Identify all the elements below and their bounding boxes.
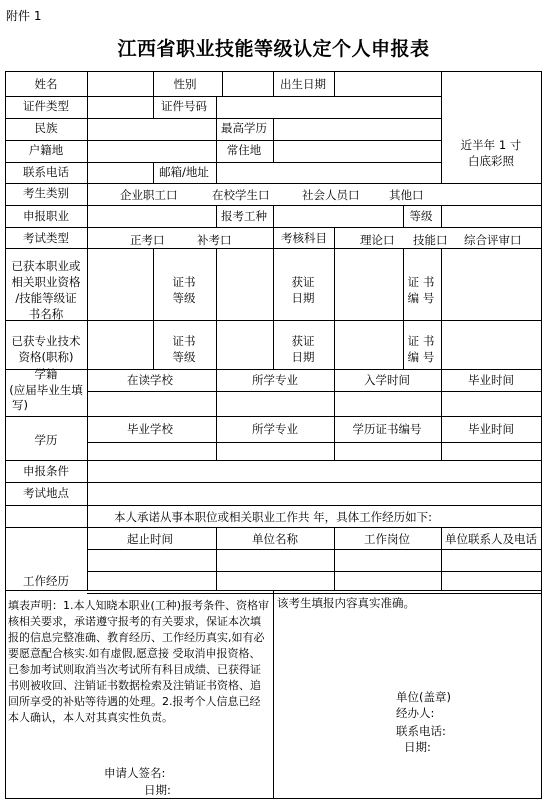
label-id-type: 证件类型	[23, 99, 69, 113]
label-qual-2: 相关职业资格	[11, 275, 81, 289]
label-qual-3: /技能等级证	[15, 291, 77, 305]
form-title: 江西省职业技能等级认定个人申报表	[117, 38, 430, 60]
label-id-no: 证件号码	[161, 99, 207, 113]
v-rule	[216, 118, 217, 163]
v-rule	[153, 96, 154, 119]
label-certno-1: 证 书	[407, 334, 435, 348]
label-unit-seal: 单位(盖章)	[396, 690, 451, 704]
v-rule	[403, 205, 404, 228]
label-exam-type: 考试类型	[23, 231, 69, 245]
label-certno-2: 编 号	[407, 350, 435, 364]
label-cert-2: 等级	[172, 350, 196, 364]
label-opt-makeup: 补考口	[197, 233, 232, 247]
v-rule	[441, 416, 442, 461]
v-rule	[216, 162, 217, 184]
v-rule	[334, 369, 335, 417]
v-rule	[441, 248, 442, 370]
label-level: 等级	[409, 209, 433, 223]
h-rule	[87, 549, 542, 550]
v-rule	[153, 248, 154, 370]
label-qual-4: 书名称	[28, 307, 64, 321]
attachment-label: 附件 1	[6, 9, 42, 23]
label-date: 日期:	[144, 783, 171, 797]
v-rule	[222, 71, 223, 97]
h-rule	[5, 118, 442, 119]
h-rule	[87, 391, 542, 392]
label-contact-phone: 联系电话:	[396, 724, 446, 738]
v-rule	[334, 248, 335, 370]
label-work-exp: 工作经历	[23, 574, 69, 588]
label-apply-cond: 申报条件	[23, 464, 69, 478]
table-right-border	[541, 71, 542, 799]
label-grad-time: 毕业时间	[468, 422, 514, 436]
v-rule	[216, 248, 217, 370]
v-rule	[441, 369, 442, 417]
v-rule	[87, 71, 88, 591]
label-major: 所学专业	[252, 422, 298, 436]
v-rule	[153, 162, 154, 184]
h-rule	[87, 571, 542, 572]
h-rule	[5, 140, 442, 141]
h-rule	[5, 505, 542, 506]
label-opt-enterprise: 企业职工口	[120, 188, 178, 202]
label-gender: 性别	[173, 77, 197, 91]
label-obtain-2: 日期	[291, 291, 315, 305]
v-rule	[441, 205, 442, 228]
h-rule	[5, 183, 542, 184]
v-rule	[334, 227, 335, 249]
label-name: 姓名	[34, 77, 58, 91]
label-status-3: 写)	[12, 398, 28, 412]
label-photo-line2: 白底彩照	[468, 154, 514, 168]
label-applicant-sign: 申请人签名:	[104, 766, 166, 780]
h-rule	[5, 460, 542, 461]
label-edu: 最高学历	[221, 121, 267, 135]
v-rule	[153, 71, 154, 97]
h-rule	[5, 162, 442, 163]
label-org-name: 单位名称	[252, 532, 298, 546]
v-rule	[216, 527, 217, 591]
label-certno-2: 编 号	[407, 291, 435, 305]
v-rule	[334, 416, 335, 461]
label-postal: 邮箱/地址	[159, 165, 209, 179]
label-ethnic: 民族	[34, 121, 58, 135]
h-rule	[87, 442, 542, 443]
label-diploma-no: 学历证书编号	[352, 422, 422, 436]
v-rule	[334, 71, 335, 97]
label-opt-comprehensive: 综合评审口	[464, 233, 522, 247]
h-rule	[5, 527, 542, 528]
label-certno-1: 证 书	[407, 275, 435, 289]
label-cert-1: 证书	[172, 275, 196, 289]
label-birth: 出生日期	[280, 77, 326, 91]
label-grad-time: 毕业时间	[468, 373, 514, 387]
label-confirm: 该考生填报内容真实准确。	[277, 596, 415, 610]
label-promise: 本人承诺从事本职位或相关职业工作共 年，具体工作经历如下:	[113, 510, 433, 524]
label-apply-job: 申报职业	[23, 209, 69, 223]
label-opt-theory: 理论口	[360, 233, 395, 247]
v-rule	[441, 527, 442, 591]
label-residence: 常住地	[226, 143, 262, 157]
label-exam-site: 考试地点	[23, 486, 69, 500]
label-exam-subject: 考核科目	[281, 231, 327, 245]
label-opt-regular: 正考口	[130, 233, 165, 247]
v-rule	[273, 227, 274, 249]
v-rule	[273, 71, 274, 97]
label-post: 工作岗位	[364, 532, 410, 546]
v-rule	[273, 205, 274, 228]
v-rule	[403, 248, 404, 370]
label-status-1: 学籍	[34, 367, 58, 381]
label-grad-school: 毕业学校	[127, 422, 173, 436]
label-qual-1: 已获本职业或	[11, 259, 81, 273]
declaration-divider	[273, 590, 274, 799]
v-rule	[216, 369, 217, 417]
h-rule	[87, 593, 542, 594]
v-rule	[273, 248, 274, 370]
label-obtain-2: 日期	[291, 350, 315, 364]
label-major: 所学专业	[252, 373, 298, 387]
label-opt-skill: 技能口	[413, 233, 448, 247]
label-hukou: 户籍地	[28, 143, 64, 157]
label-opt-other: 其他口	[389, 188, 424, 202]
label-cert-1: 证书	[172, 334, 196, 348]
label-school-now: 在读学校	[127, 373, 173, 387]
label-opt-social: 社会人员口	[302, 188, 360, 202]
label-phone: 联系电话	[23, 165, 69, 179]
label-status-2: (应届毕业生填	[9, 383, 83, 397]
label-cert-2: 等级	[172, 291, 196, 305]
v-rule	[334, 527, 335, 591]
label-obtain-1: 获证	[291, 275, 315, 289]
h-rule	[5, 96, 442, 97]
declaration-text: 填表声明：1.本人知晓本职业(工种)报考条件、资格审核相关要求，承诺遵守报考的有关要求，保证本次填报的信息完整准确、教育经历、工作经历真实,如有必要愿意配合核实.如有虚假,愿意接 受取消申报资格、已参加考试则取消当次考试所有科目成绩、已获得证书则被收回、注销证书数据检索及注销证书资格、追回所享受的补贴等待遇的处理。2.报考个人信息已经本人确认，本人对其真实性负责。	[8, 599, 270, 724]
label-pro-2: 资格(职称)	[18, 350, 74, 364]
label-cand-type: 考生类别	[23, 186, 69, 200]
label-contact: 单位联系人及电话	[445, 532, 537, 546]
h-rule	[5, 416, 542, 417]
table-left-border	[5, 71, 6, 799]
label-photo-line1: 近半年 1 寸	[460, 138, 522, 152]
v-rule	[216, 205, 217, 228]
label-start-end: 起止时间	[127, 532, 173, 546]
v-rule	[441, 71, 442, 184]
h-rule	[5, 482, 542, 483]
label-obtain-1: 获证	[291, 334, 315, 348]
label-apply-trade: 报考工种	[221, 209, 267, 223]
v-rule	[216, 416, 217, 461]
label-opt-student: 在校学生口	[212, 188, 270, 202]
label-enroll-time: 入学时间	[364, 373, 410, 387]
label-handler: 经办人:	[396, 706, 435, 720]
label-edu-hist: 学历	[34, 433, 58, 447]
label-pro-1: 已获专业技术	[11, 334, 81, 348]
label-date2: 日期:	[404, 740, 431, 754]
v-rule	[273, 118, 274, 163]
v-rule	[216, 96, 217, 119]
